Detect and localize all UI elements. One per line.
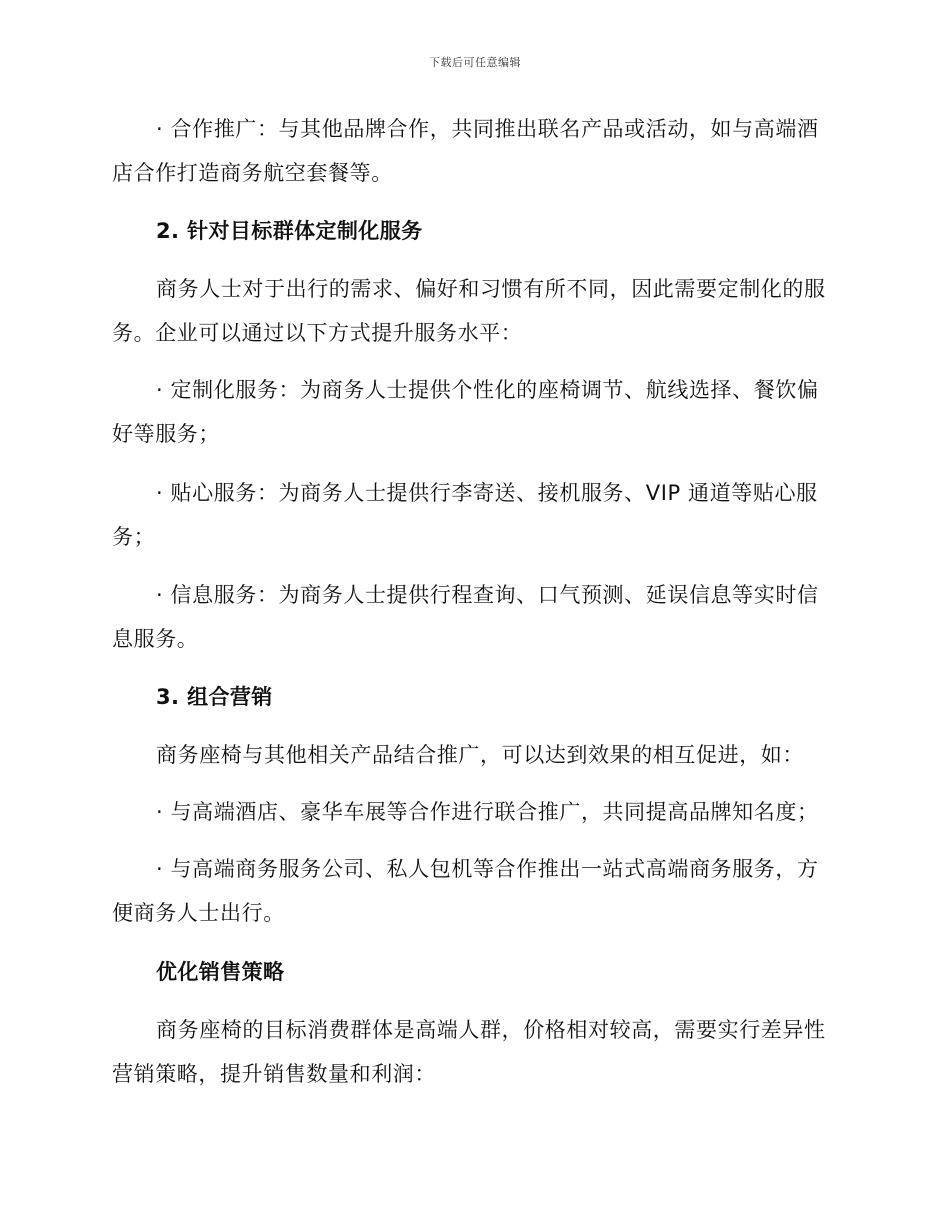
page-header: 下载后可任意编辑	[429, 56, 521, 69]
paragraph-sales-strategy: 商务座椅的目标消费群体是高端人群，价格相对较高，需要实行差异性营销策略，提升销售数量和利润：	[112, 1018, 826, 1086]
paragraph-information-service: · 信息服务：为商务人士提供行程查询、口气预测、延误信息等实时信息服务。	[112, 583, 819, 651]
paragraph-service-intro: 商务人士对于出行的需求、偏好和习惯有所不同，因此需要定制化的服务。企业可以通过以下方式提升服务水平：	[112, 277, 826, 345]
section-heading-combined-marketing: 3. 组合营销	[156, 685, 273, 709]
paragraph-hotel-car-cooperation: · 与高端酒店、豪华车展等合作进行联合推广，共同提高品牌知名度；	[156, 800, 819, 824]
paragraph-combined-marketing-intro: 商务座椅与其他相关产品结合推广，可以达到效果的相互促进，如：	[156, 743, 804, 767]
section-heading-sales-strategy: 优化销售策略	[156, 960, 285, 984]
paragraph-cooperation-promotion: · 合作推广：与其他品牌合作，共同推出联名产品或活动，如与高端酒店合作打造商务航空套餐等。	[112, 117, 819, 185]
paragraph-considerate-service: · 贴心服务：为商务人士提供行李寄送、接机服务、VIP 通道等贴心服务；	[112, 481, 818, 549]
section-heading-customized-service: 2. 针对目标群体定制化服务	[156, 219, 423, 243]
paragraph-one-stop-service: · 与高端商务服务公司、私人包机等合作推出一站式高端商务服务，方便商务人士出行。	[112, 857, 819, 925]
paragraph-customized-service: · 定制化服务：为商务人士提供个性化的座椅调节、航线选择、餐饮偏好等服务；	[112, 378, 819, 446]
